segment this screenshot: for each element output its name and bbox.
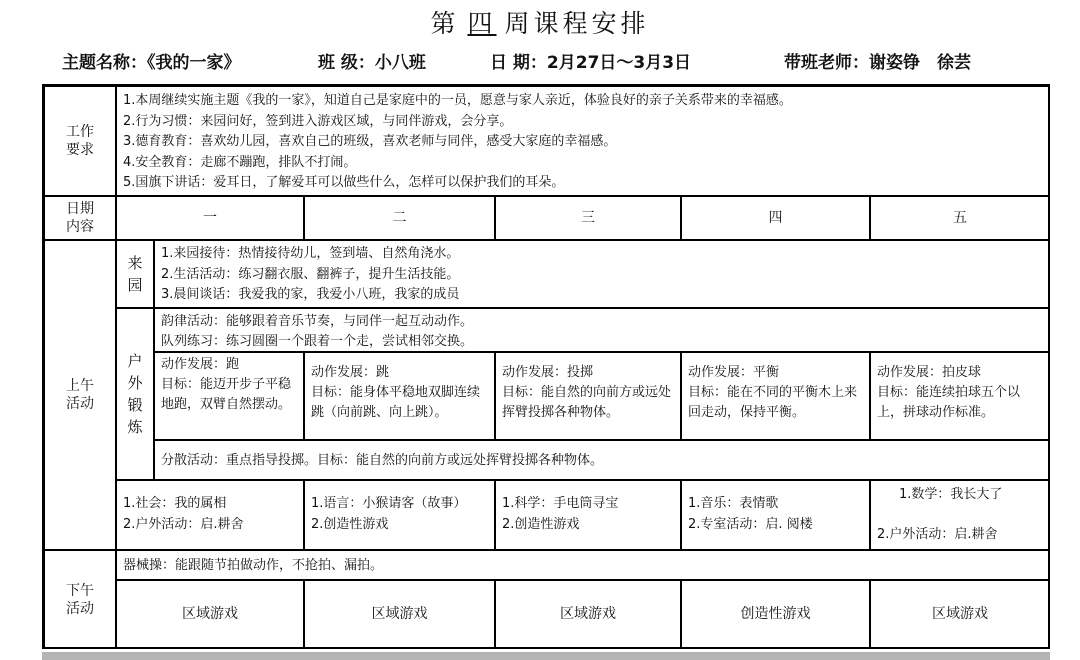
arrival-item: 3.晨间谈话：我爱我的家，我爱小八班，我家的成员	[161, 287, 460, 302]
arrival-item: 1.来园接待：热情接待幼儿，签到墙、自然角浇水。	[161, 246, 460, 261]
lesson-item: 1.社会：我的属相	[123, 496, 227, 511]
theme-name: 主题名称：《我的一家》	[62, 53, 241, 73]
lesson-item: 1.数学：我长大了	[899, 487, 1003, 502]
work-item: 1.本周继续实施主题《我的一家》，知道自己是家庭中的一员，愿意与家人亲近，体验良好的亲子关系带来的幸福感。	[123, 93, 792, 108]
afternoon-game-4: 创造性游戏	[681, 580, 870, 649]
lesson-day-4	[681, 480, 870, 550]
motor-dev: 动作发展：投掷	[502, 365, 594, 380]
day-header-1: 一	[116, 196, 304, 240]
lesson-item: 2.户外活动：启.耕舍	[877, 527, 998, 542]
motor-day-4	[681, 352, 870, 440]
label-afternoon-text: 下午活动	[66, 582, 94, 617]
day-header-3: 三	[495, 196, 681, 240]
afternoon-game-3: 区域游戏	[495, 580, 681, 649]
motor-day-5	[870, 352, 1050, 440]
label-outdoor-text: 户外锻炼	[127, 352, 143, 436]
lesson-item: 2.创造性游戏	[311, 517, 389, 532]
lesson-day-2	[304, 480, 495, 550]
horizontal-scrollbar[interactable]	[42, 652, 1050, 660]
outdoor-common	[154, 308, 1050, 352]
work-requirements	[116, 86, 1050, 196]
label-afternoon	[44, 550, 116, 649]
work-item: 3.德育教育：喜欢幼儿园，喜欢自己的班级，喜欢老师与同伴，感受大家庭的幸福感。	[123, 134, 617, 149]
class-name: 班 级：小八班	[318, 53, 426, 73]
lesson-item: 2.创造性游戏	[502, 517, 580, 532]
label-work-text: 工作要求	[66, 124, 94, 158]
title-suffix: 周课程安排	[504, 9, 650, 38]
label-morning	[44, 240, 116, 550]
day-header-4: 四	[681, 196, 870, 240]
lesson-item: 2.户外活动：启.耕舍	[123, 517, 244, 532]
date-range: 日 期：2月27日～3月3日	[490, 53, 692, 73]
lesson-item: 2.专室活动：启. 阅楼	[688, 517, 813, 532]
page-title	[0, 4, 1080, 40]
motor-goal: 目标：能迈开步子平稳地跑，双臂自然摆动。	[161, 377, 292, 412]
motor-dev: 动作发展：拍皮球	[877, 365, 982, 380]
label-morning-text: 上午活动	[66, 378, 94, 412]
arrival-item: 2.生活活动：练习翻衣服、翻裤子，提升生活技能。	[161, 266, 460, 282]
motor-dev: 动作发展：跑	[161, 357, 240, 372]
motor-day-2	[304, 352, 495, 440]
arrival-activities	[154, 240, 1050, 308]
motor-day-1	[154, 352, 304, 440]
apparatus-exercise: 器械操：能跟随节拍做动作，不抢拍、漏拍。	[116, 550, 1050, 580]
label-day-content	[44, 196, 116, 240]
motor-goal: 目标：能身体平稳地双脚连续跳（向前跳、向上跳）。	[311, 385, 481, 420]
lesson-item: 1.音乐：表情歌	[688, 496, 779, 511]
lesson-day-5	[870, 480, 1050, 550]
motor-dev: 动作发展：平衡	[688, 365, 780, 380]
work-item: 4.安全教育：走廊不蹦跑，排队不打闹。	[123, 154, 357, 170]
label-outdoor	[116, 308, 154, 480]
lesson-day-1	[116, 480, 304, 550]
afternoon-game-2: 区域游戏	[304, 580, 495, 649]
motor-goal: 目标：能在不同的平衡木上来回走动，保持平衡。	[688, 385, 858, 420]
label-work-requirements	[44, 86, 116, 196]
outdoor-item: 队列练习：练习圆圈一个跟着一个走，尝试相邻交换。	[161, 334, 474, 349]
day-header-2: 二	[304, 196, 495, 240]
schedule-header	[62, 48, 1062, 76]
outdoor-item: 韵律活动：能够跟着音乐节奏，与同伴一起互动动作。	[161, 314, 474, 329]
lesson-item: 1.语言：小猴请客（故事）	[311, 496, 467, 511]
afternoon-game-5: 区域游戏	[870, 580, 1050, 649]
label-arrival-text: 来园	[127, 254, 143, 294]
label-arrival	[116, 240, 154, 308]
schedule-table	[42, 84, 1050, 649]
motor-day-3	[495, 352, 681, 440]
teacher-names: 带班老师：谢姿铮 徐芸	[784, 53, 971, 73]
motor-dev: 动作发展：跳	[311, 365, 390, 380]
day-header-5: 五	[870, 196, 1050, 240]
title-prefix: 第	[430, 9, 460, 38]
work-item: 2.行为习惯：来园问好，签到进入游戏区域，与同伴游戏，会分享。	[123, 113, 513, 129]
lesson-day-3	[495, 480, 681, 550]
label-day-content-text: 日期内容	[66, 201, 94, 235]
afternoon-game-1: 区域游戏	[116, 580, 304, 649]
motor-goal: 目标：能连续拍球五个以上，拼球动作标准。	[877, 385, 1021, 420]
motor-goal: 目标：能自然的向前方或远处挥臂投掷各种物体。	[502, 385, 672, 420]
lesson-item: 1.科学：手电筒寻宝	[502, 496, 619, 511]
title-week: 四	[467, 9, 497, 38]
work-item: 5.国旗下讲话：爱耳日，了解爱耳可以做些什么，怎样可以保护我们的耳朵。	[123, 175, 565, 190]
outdoor-scattered: 分散活动：重点指导投掷。目标：能自然的向前方或远处挥臂投掷各种物体。	[154, 440, 1050, 480]
